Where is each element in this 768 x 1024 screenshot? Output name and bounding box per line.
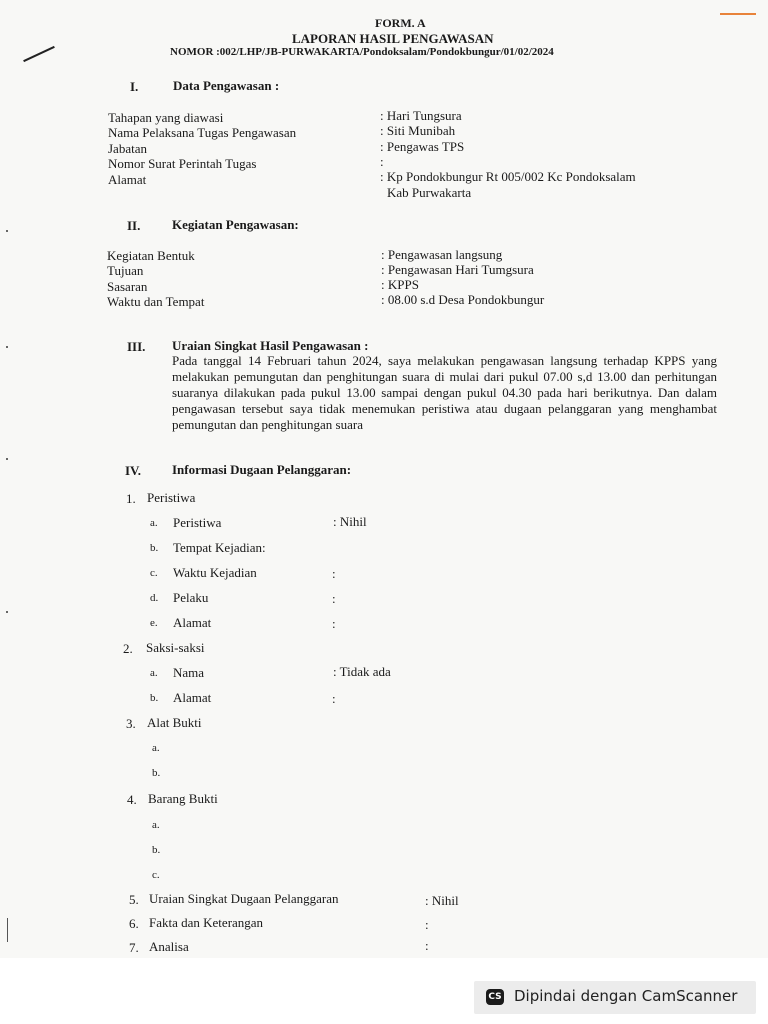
item-title: Uraian Singkat Dugaan Pelanggaran <box>149 891 339 906</box>
sub-letter: b. <box>150 542 159 554</box>
field-value: : Hari Tungsura <box>380 108 462 123</box>
field-value-continued: Kab Purwakarta <box>387 185 472 200</box>
item-title: Saksi-saksi <box>146 640 205 655</box>
sub-label: Alamat <box>173 690 212 705</box>
item-number: 7. <box>129 940 139 955</box>
section-3-title: Uraian Singkat Hasil Pengawasan : <box>172 338 369 353</box>
item-number: 1. <box>126 491 136 506</box>
section-3-body: Pada tanggal 14 Februari tahun 2024, saya melakukan pengawasan langsung terhadap KPPS yang melakukan pemungutan dan penghitungan suara di mulai dari pukul 07.00 s,d 13.00 dan perhitungan suaranya dilakukan pada pukul 13.00 sampai dengan pukul 04.30 pada hari berikutnya. Dan dalam pengawasan tersebut saya tidak menemukan peristiwa atau dugaan pelanggaran yang menghambat pemungutan dan penghitungan suara <box>172 353 717 432</box>
sub-label: Tempat Kejadian: <box>173 540 266 555</box>
item-number: 4. <box>127 792 137 807</box>
field-value: : Pengawas TPS <box>380 139 465 154</box>
item-number: 5. <box>129 892 139 907</box>
scan-dust-dot <box>6 611 8 613</box>
field-label: Tahapan yang diawasi <box>108 110 224 125</box>
sub-label: Pelaku <box>173 590 209 605</box>
section-1-title: Data Pengawasan : <box>173 78 280 93</box>
field-label: Nomor Surat Perintah Tugas <box>108 156 257 171</box>
item-title: Fakta dan Keterangan <box>149 915 264 930</box>
form-label: FORM. A <box>375 16 426 30</box>
document-number: NOMOR :002/LHP/JB-PURWAKARTA/Pondoksalam/Pondokbungur/01/02/2024 <box>170 46 554 58</box>
item-title: Analisa <box>149 939 189 954</box>
item-value: : <box>425 938 429 953</box>
item-title: Barang Bukti <box>148 791 218 806</box>
field-value: : Pengawasan Hari Tumgsura <box>381 262 534 277</box>
section-4-number: IV. <box>125 463 142 478</box>
item-value: : Nihil <box>425 893 459 908</box>
sub-value: : <box>332 616 336 631</box>
sub-value: : Nihil <box>333 514 367 529</box>
sub-value: : <box>332 591 336 606</box>
sub-letter: d. <box>150 592 159 604</box>
sub-value: : <box>332 566 336 581</box>
pen-stroke-mark <box>23 46 55 62</box>
sub-letter: a. <box>150 667 158 679</box>
scan-dust-dot <box>6 458 8 460</box>
field-value: : Pengawasan langsung <box>381 247 503 262</box>
section-1-number: I. <box>130 79 139 94</box>
camscanner-logo-icon: CS <box>486 989 504 1005</box>
sub-letter: b. <box>150 692 159 704</box>
section-3-number: III. <box>127 339 146 354</box>
sub-label: Alamat <box>173 615 212 630</box>
field-value: : 08.00 s.d Desa Pondokbungur <box>381 292 545 307</box>
field-label: Tujuan <box>107 263 144 278</box>
section-2-number: II. <box>127 218 141 233</box>
item-value: : <box>425 917 429 932</box>
field-label: Jabatan <box>108 141 147 156</box>
document-title: LAPORAN HASIL PENGAWASAN <box>292 31 494 46</box>
item-number: 6. <box>129 916 139 931</box>
camscanner-text: Dipindai dengan CamScanner <box>514 987 738 1005</box>
field-label: Alamat <box>108 172 147 187</box>
sub-letter: c. <box>150 567 158 579</box>
field-label: Kegiatan Bentuk <box>107 248 195 263</box>
scan-dust-dot <box>6 230 8 232</box>
field-value: : KPPS <box>381 277 419 292</box>
item-title: Alat Bukti <box>147 715 202 730</box>
sub-letter: a. <box>152 819 160 831</box>
field-label: Nama Pelaksana Tugas Pengawasan <box>108 125 297 140</box>
scan-edge-line <box>7 918 8 942</box>
scan-dust-dot <box>6 346 8 348</box>
sub-letter: e. <box>150 617 158 629</box>
field-label: Sasaran <box>107 279 148 294</box>
item-title: Peristiwa <box>147 490 196 505</box>
field-value: : Siti Munibah <box>380 123 456 138</box>
sub-letter: a. <box>152 742 160 754</box>
sub-label: Waktu Kejadian <box>173 565 257 580</box>
item-number: 2. <box>123 641 133 656</box>
item-number: 3. <box>126 716 136 731</box>
sub-label: Peristiwa <box>173 515 222 530</box>
section-2-title: Kegiatan Pengawasan: <box>172 217 299 232</box>
sub-letter: b. <box>152 767 161 779</box>
sub-value: : <box>332 691 336 706</box>
orange-scan-mark <box>720 13 756 15</box>
sub-value: : Tidak ada <box>333 664 391 679</box>
field-value: : <box>380 154 384 169</box>
field-label: Waktu dan Tempat <box>107 294 205 309</box>
camscanner-watermark <box>474 981 756 1014</box>
sub-letter: a. <box>150 517 158 529</box>
sub-letter: b. <box>152 844 161 856</box>
field-value: : Kp Pondokbungur Rt 005/002 Kc Pondoksalam <box>380 169 636 184</box>
sub-label: Nama <box>173 665 205 680</box>
sub-letter: c. <box>152 869 160 881</box>
section-4-title: Informasi Dugaan Pelanggaran: <box>172 462 352 477</box>
